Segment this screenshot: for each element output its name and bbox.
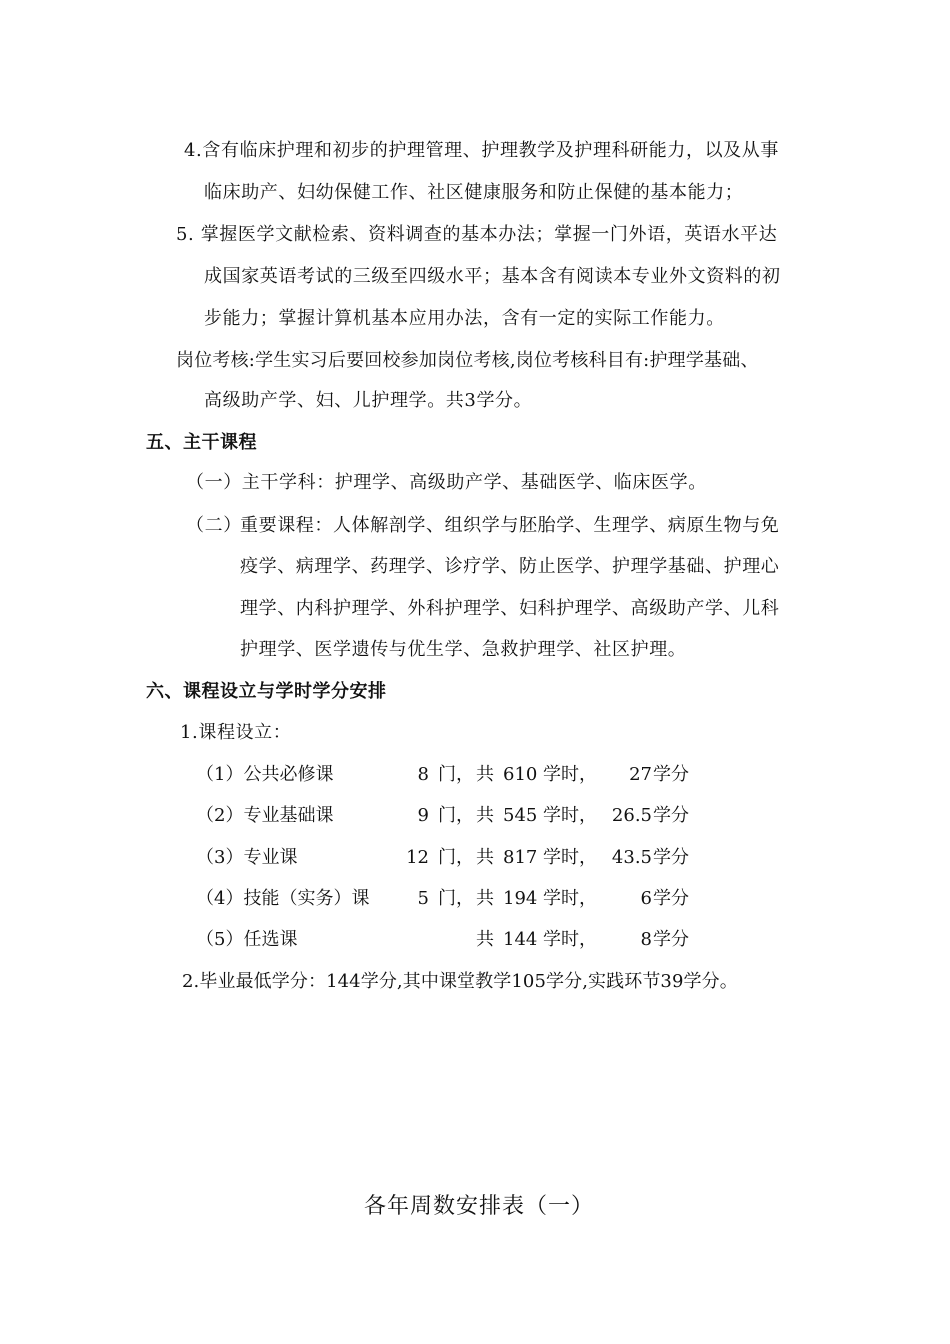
main-courses-line-3: 理学、内科护理学、外科护理学、妇科护理学、高级助产学、儿科 <box>240 598 780 619</box>
course-name: （4）技能（实务）课 <box>196 888 370 909</box>
course-gong: 共 <box>476 888 494 909</box>
course-credits: 27 <box>629 764 652 785</box>
ability-item-4-line-1: 4.含有临床护理和初步的护理管理、护理教学及护理科研能力，以及从事 <box>184 140 779 161</box>
course-hours-unit: 学时， <box>543 888 597 909</box>
main-courses-prefix: （二） <box>186 515 242 536</box>
section-6-heading: 六、课程设立与学时学分安排 <box>146 681 387 702</box>
main-courses-line-1: 重要课程：人体解剖学、组织学与胚胎学、生理学、病原生物与免 <box>240 515 780 536</box>
course-hours: 194 <box>503 888 538 909</box>
course-count: 12 <box>406 847 429 868</box>
course-hours: 817 <box>503 847 538 868</box>
course-gong: 共 <box>476 805 494 826</box>
course-count: 5 <box>417 888 429 909</box>
assessment-line-2: 高级助产学、妇、儿护理学。共3学分。 <box>204 390 533 411</box>
course-gong: 共 <box>476 847 494 868</box>
course-hours-unit: 学时， <box>543 847 597 868</box>
course-hours: 144 <box>503 929 538 950</box>
course-credits: 26.5 <box>611 805 652 826</box>
ability-item-4-line-2: 临床助产、妇幼保健工作、社区健康服务和防止保健的基本能力； <box>204 182 744 203</box>
course-credits-unit: 学分 <box>653 764 689 785</box>
ability-item-5-line-3: 步能力；掌握计算机基本应用办法，含有一定的实际工作能力。 <box>204 308 725 329</box>
main-courses-line-4: 护理学、医学遗传与优生学、急救护理学、社区护理。 <box>240 639 687 660</box>
course-hours: 610 <box>503 764 538 785</box>
course-hours-unit: 学时， <box>543 929 597 950</box>
course-credits-unit: 学分 <box>653 888 689 909</box>
course-hours-unit: 学时， <box>543 764 597 785</box>
course-credits: 43.5 <box>611 847 652 868</box>
course-gong: 共 <box>476 764 494 785</box>
course-name: （3）专业课 <box>196 847 298 868</box>
main-disciplines: （一）主干学科：护理学、高级助产学、基础医学、临床医学。 <box>186 472 707 493</box>
course-setup-label: 1.课程设立： <box>180 722 292 743</box>
course-count-unit: 门， <box>438 847 474 868</box>
course-hours: 545 <box>503 805 538 826</box>
ability-item-5-line-2: 成国家英语考试的三级至四级水平；基本含有阅读本专业外文资料的初 <box>204 266 781 287</box>
course-name: （1）公共必修课 <box>196 764 334 785</box>
course-credits: 8 <box>640 929 652 950</box>
section-5-heading: 五、主干课程 <box>146 432 257 453</box>
ability-item-5-line-1: 5. 掌握医学文献检索、资料调查的基本办法；掌握一门外语，英语水平达 <box>176 224 778 245</box>
course-credits: 6 <box>640 888 652 909</box>
assessment-line-1: 岗位考核:学生实习后要回校参加岗位考核,岗位考核科目有:护理学基础、 <box>176 350 759 371</box>
course-count-unit: 门， <box>438 764 474 785</box>
main-courses-line-2: 疫学、病理学、药理学、诊疗学、防止医学、护理学基础、护理心 <box>240 556 780 577</box>
course-count: 9 <box>417 805 429 826</box>
course-count-unit: 门， <box>438 888 474 909</box>
course-hours-unit: 学时， <box>543 805 597 826</box>
course-gong: 共 <box>476 929 494 950</box>
course-name: （2）专业基础课 <box>196 805 334 826</box>
course-count-unit: 门， <box>438 805 474 826</box>
course-credits-unit: 学分 <box>653 805 689 826</box>
course-count: 8 <box>417 764 429 785</box>
graduation-credits: 2.毕业最低学分：144学分,其中课堂教学105学分,实践环节39学分。 <box>182 971 738 992</box>
table-title: 各年周数安排表（一） <box>364 1194 595 1219</box>
course-credits-unit: 学分 <box>653 847 689 868</box>
course-name: （5）任选课 <box>196 929 298 950</box>
course-credits-unit: 学分 <box>653 929 689 950</box>
